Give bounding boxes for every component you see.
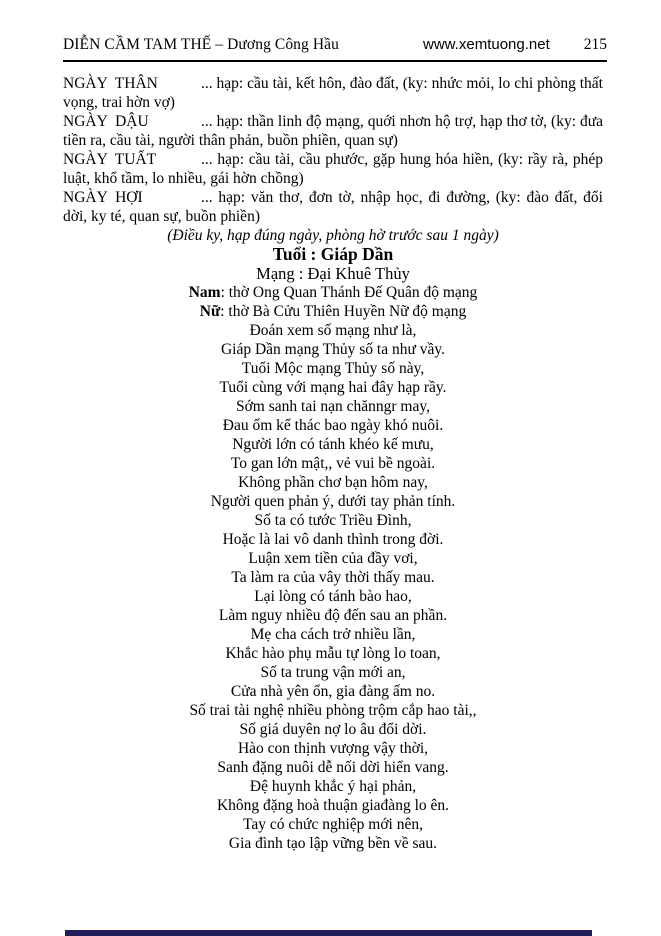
poem-line: Mẹ cha cách trở nhiều lần, (250, 626, 416, 643)
day-text: ... hạp: cầu tài, kết hôn, đào đất, (ky: nhức mỏi, lo chi phòng thất vọng, trai hờn vợ) (63, 75, 603, 111)
poem-line: Số ta trung vận mới an, (260, 664, 406, 681)
book-title: DIỄN CẦM TAM THẾ – Dương Công Hầu (63, 36, 339, 53)
poem-line: To gan lớn mật,, vẻ vui bề ngoài. (230, 455, 436, 472)
day-text: ... hạp: văn thơ, đơn tờ, nhập học, đi đường, (ky: đào đất, đổi dời, ky té, quan sự, buồn phiền) (63, 189, 603, 225)
poem-line: Người quen phản ý, dưới tay phản tính. (210, 493, 456, 510)
poem-line: Làm nguy nhiều độ đến sau an phần. (218, 607, 448, 624)
poem-line: Khắc hào phụ mẫu tự lòng lo toan, (225, 645, 441, 662)
poem-line: Gia đình tạo lập vững bền về sau. (228, 835, 438, 852)
page-bottom-bar (65, 930, 592, 936)
day-label: NGÀY HỢI (63, 189, 143, 206)
poem-line: Đau ốm kể thác bao ngày khó nuôi. (222, 417, 444, 434)
poem-line: Hào con thịnh vượng vậy thời, (237, 740, 429, 757)
nam-text: : thờ Ong Quan Thánh Đế Quân độ mạng (220, 284, 478, 301)
poem-line: Đoán xem số mạng như là, (249, 322, 417, 339)
worship-nu (63, 302, 603, 321)
day-label: NGÀY DẬU (63, 113, 149, 130)
day-label: NGÀY TUẤT (63, 151, 157, 168)
website-url: www.xemtuong.net (423, 36, 550, 53)
poem-line: Số trai tài nghệ nhiều phòng trộm cắp hao tài,, (189, 702, 477, 719)
poem-line: Tay có chức nghiệp mới nên, (243, 816, 423, 833)
day-label: NGÀY THÂN (63, 75, 158, 92)
worship-nam (63, 283, 603, 302)
poem-line: Sớm sanh tai nạn chănngr may, (235, 398, 430, 415)
poem-line: Hoặc là lai vô danh thình trong đời. (222, 531, 444, 548)
poem-line: Không phần chơ bạn hôm nay, (238, 474, 428, 491)
poem-line: Sanh đặng nuôi dễ nối dời hiển vang. (217, 759, 449, 776)
poem-line: Lại lòng có tánh bào hao, (254, 588, 412, 605)
day-entry-dau (63, 112, 603, 150)
poem-line: Người lớn có tánh khéo kế mưu, (232, 436, 434, 453)
note-line: (Điều ky, hạp đúng ngày, phòng hờ trước sau 1 ngày) (167, 227, 499, 244)
age-destiny: Mạng : Đại Khuê Thủy (256, 264, 410, 283)
day-text: ... hạp: cầu tài, cầu phước, gặp hung hóa hiền, (ky: rầy rà, phép luật, khổ tầm, lo nhiều, gái hờn chồng) (63, 151, 603, 187)
nam-label: Nam (188, 284, 221, 301)
poem-line: Giáp Dần mạng Thủy số ta như vầy. (220, 341, 446, 358)
header-divider (63, 60, 607, 62)
nu-text: : thờ Bà Cửu Thiên Huyền Nữ độ mạng (220, 303, 467, 320)
poem-line: Ta làm ra của vây thời thấy mau. (231, 569, 435, 586)
day-entry-tuat (63, 150, 603, 188)
poem-line: Cửa nhà yên ổn, gia đàng ấm no. (230, 683, 436, 700)
day-entry-hoi (63, 188, 603, 226)
page-number: 215 (583, 36, 607, 53)
poem-line: Tuổi Mộc mạng Thủy số này, (241, 360, 425, 377)
poem-line: Số giá duyên nợ lo âu đổi dời. (239, 721, 427, 738)
poem-line: Tuổi cùng với mạng hai đây hạp rầy. (219, 379, 447, 396)
header-right (423, 35, 607, 55)
poem-line: Không đặng hoà thuận giađàng lo ên. (216, 797, 449, 814)
age-title: Tuổi : Giáp Dần (272, 244, 394, 264)
nu-label: Nữ (199, 303, 221, 320)
poem-block (63, 321, 603, 853)
poem-line: Đệ huynh khắc ý hại phản, (249, 778, 417, 795)
page-header (63, 35, 607, 55)
poem-line: Số ta có tước Triều Đình, (254, 512, 412, 529)
poem-line: Luận xem tiền của đầy vơi, (248, 550, 418, 567)
day-text: ... hạp: thần linh độ mạng, quới nhơn hộ trợ, hạp thơ tờ, (ky: đưa tiền ra, cầu tài, người thân phản, buồn phiền, quan sự) (63, 113, 603, 149)
day-entry-than (63, 74, 603, 112)
